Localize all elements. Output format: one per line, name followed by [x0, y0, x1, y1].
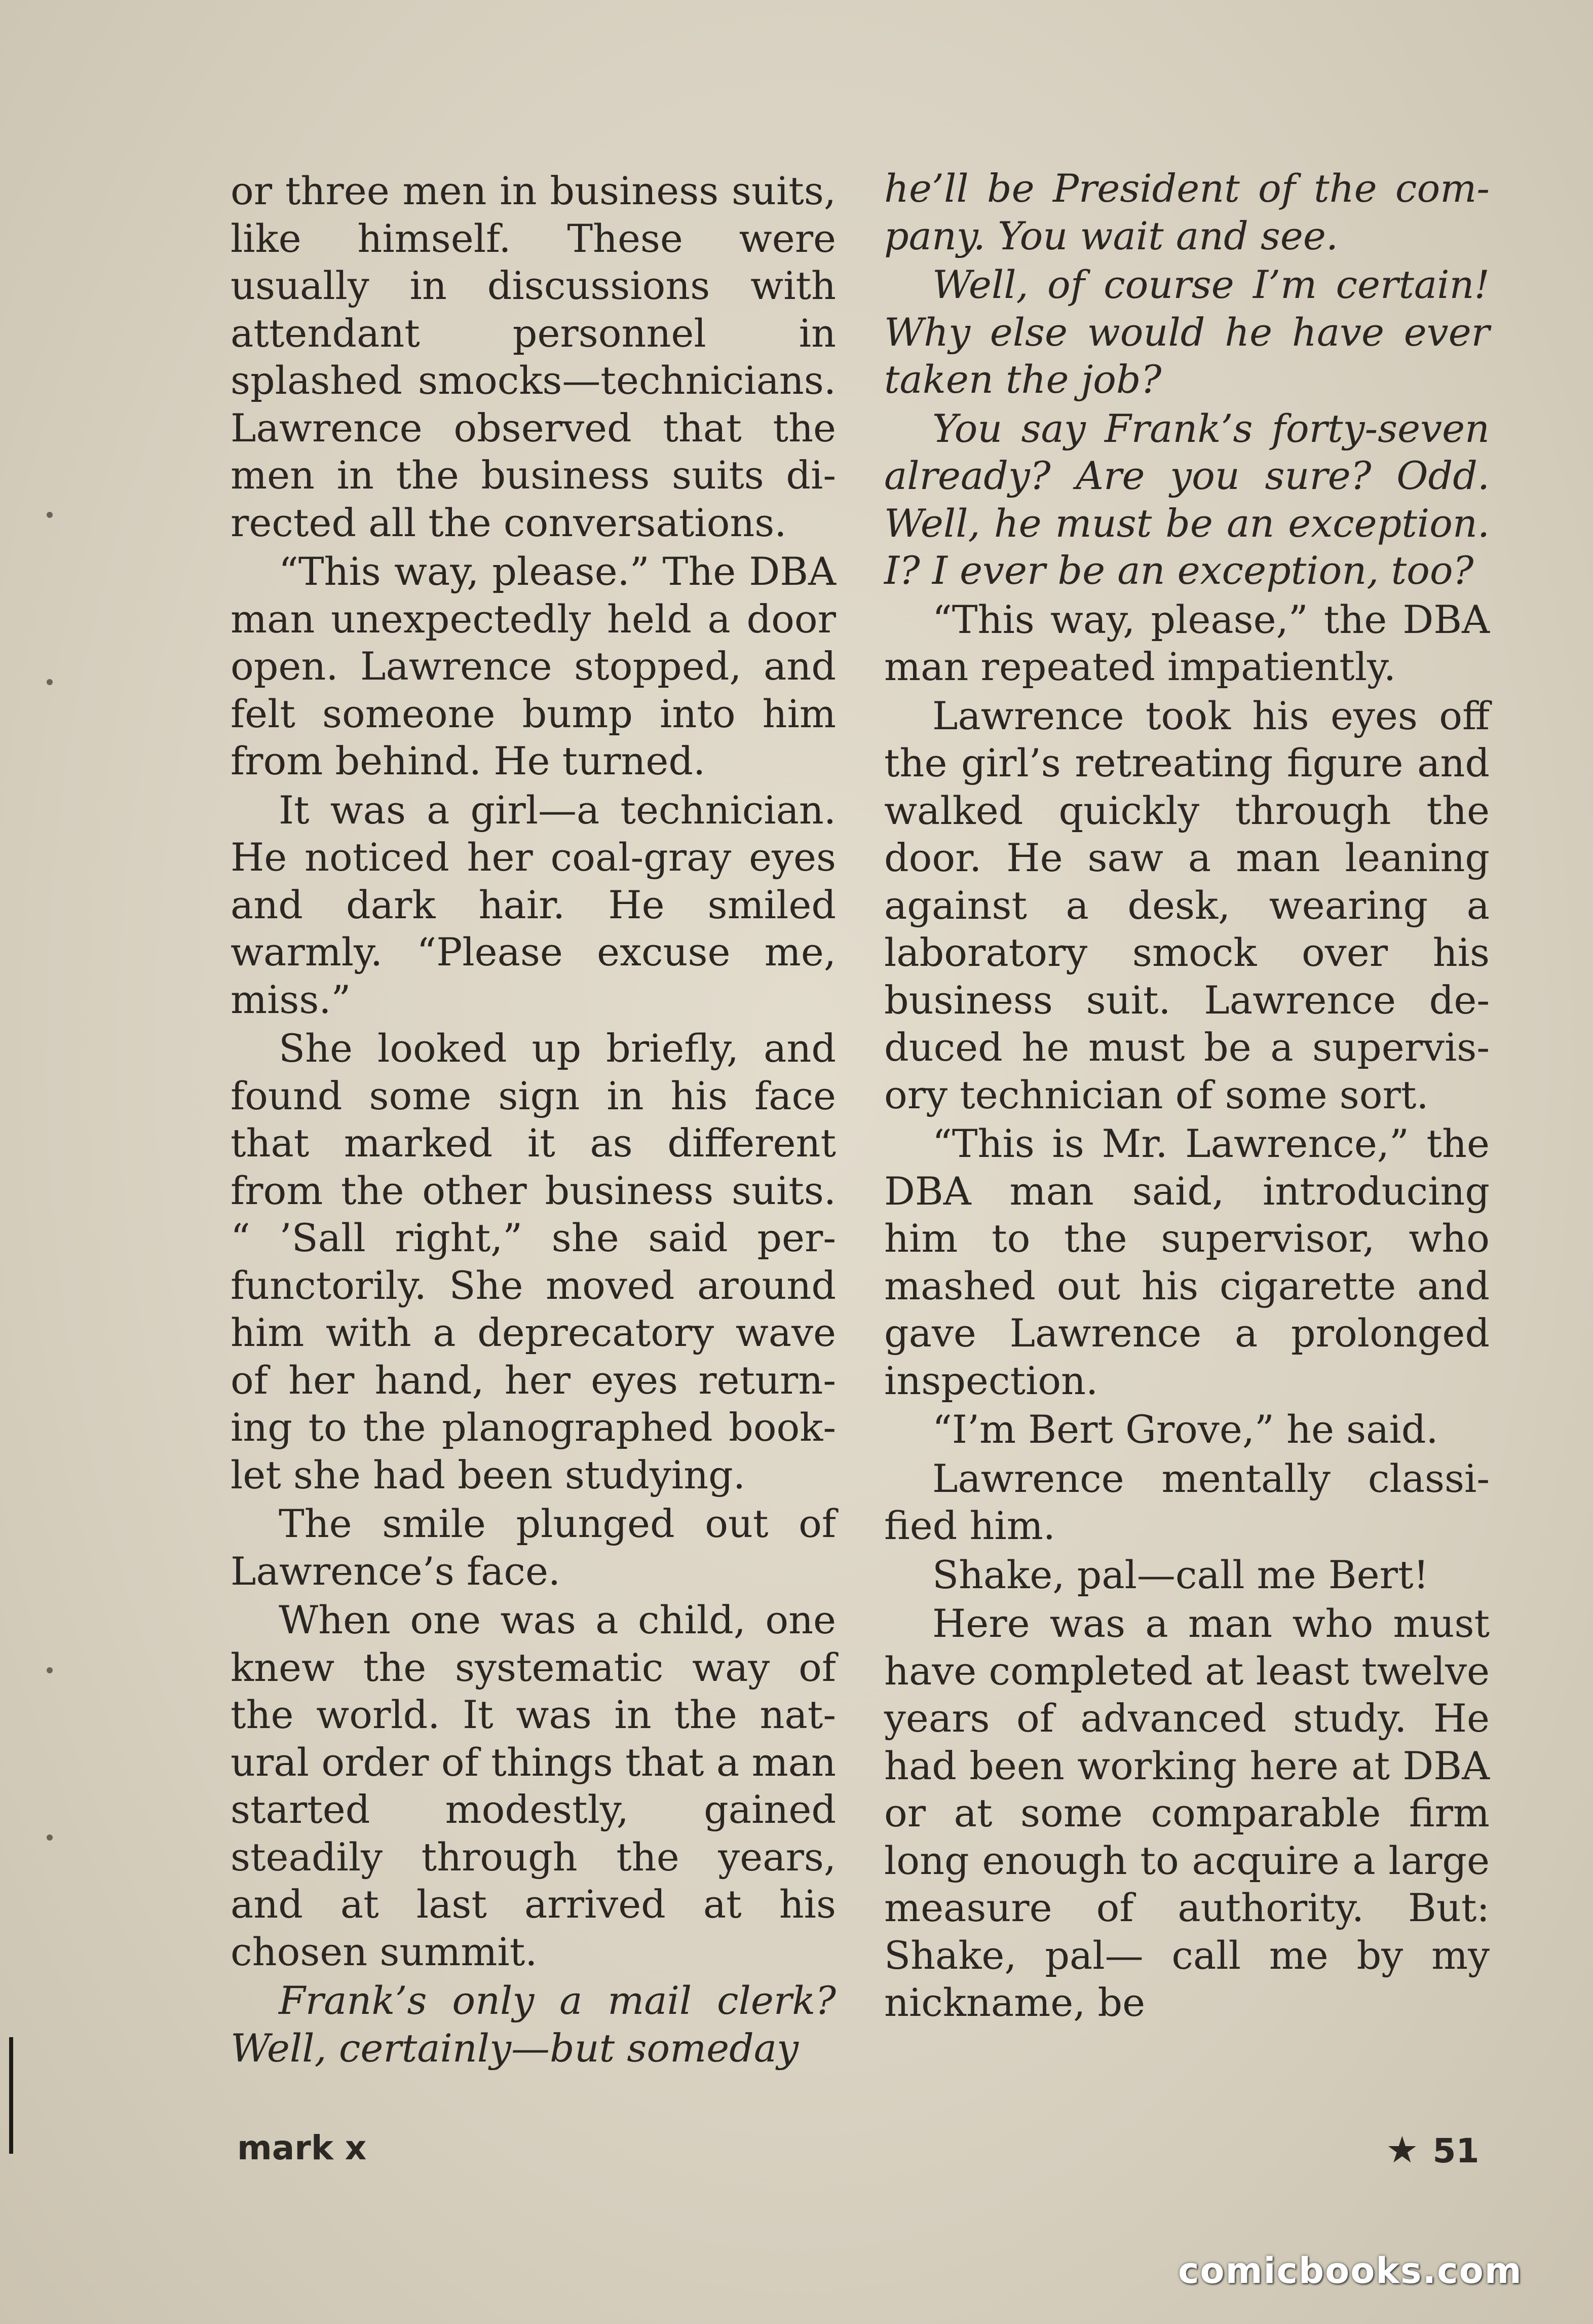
staple-hole — [47, 512, 53, 518]
paragraph: You say Frank’s forty-seven already? Are you sure? Odd. Well, he must be an exception. I? I ever be an exception, too? — [884, 405, 1490, 593]
paragraph: “This way, please,” the DBA man repeated impatiently. — [884, 596, 1490, 689]
paragraph: Lawrence took his eyes off the girl’s retreating figure and walked quickly through the door. He saw a man leaning against a desk, wearing a laboratory smock over his business suit. Lawrence deduced he must be a supervisory technician of some sort. — [884, 693, 1490, 1117]
paragraph: Well, of course I’m certain! Why else would he have ever taken the job? — [884, 262, 1490, 402]
paragraph: or three men in business suits, like himself. These were usually in discussions with attendant personnel in splashed smocks—technicians. Lawrence observed that the men in the business suits directed all the conversations. — [231, 168, 836, 545]
paragraph: Shake, pal—call me Bert! — [932, 1552, 1429, 1597]
paragraph: When one was a child, one knew the systematic way of the world. It was in the natural order of things that a man started modestly, gained steadily through the years, and at last arrived at his chosen summit. — [231, 1597, 836, 1974]
paragraph: Frank’s only a mail clerk? Well, certainly—but someday — [231, 1978, 836, 2071]
paragraph: he’ll be President of the company. You wait and see. — [884, 166, 1490, 258]
running-footer: mark x — [237, 2128, 367, 2167]
staple-hole — [47, 1667, 53, 1673]
paragraph: She looked up briefly, and found some sign in his face that marked it as different from the other business suits. “ ’Sall right,” she said perfunctorily. She moved around him with a deprecatory wave of her hand, her eyes returning to the planographed booklet she had been studying. — [231, 1026, 836, 1497]
right-column — [884, 165, 1490, 2028]
watermark: comicbooks.com — [1178, 2250, 1523, 2292]
paragraph: Lawrence mentally classified him. — [884, 1455, 1490, 1548]
star-icon: ★ — [1386, 2128, 1419, 2171]
paragraph: Here was a man who must have completed at least twelve years of advanced study. He had been working here at DBA or at some comparable firm long enough to acquire a large measure of authority. But: Shake, pal— call me by my nickname, be — [884, 1601, 1490, 2025]
staple-hole — [47, 679, 53, 685]
paragraph: It was a girl—a technician. He noticed her coal-gray eyes and dark hair. He smiled warmly. “Please excuse me, miss.” — [231, 787, 836, 1022]
staple-hole — [47, 1834, 53, 1841]
paragraph: “This way, please.” The DBA man unexpectedly held a door open. Lawrence stopped, and felt someone bump into him from behind. He turned. — [231, 549, 836, 783]
binding-mark — [9, 2037, 13, 2154]
page-number: 51 — [1432, 2131, 1480, 2170]
page-number-footer — [1386, 2128, 1479, 2171]
paragraph: “I’m Bert Grove,” he said. — [932, 1407, 1438, 1452]
left-column — [231, 167, 836, 2073]
paragraph: “This is Mr. Lawrence,” the DBA man said, introducing him to the supervisor, who mashed out his cigarette and gave Lawrence a prolonged inspection. — [884, 1121, 1490, 1403]
paragraph: The smile plunged out of Lawrence’s face. — [231, 1501, 836, 1594]
